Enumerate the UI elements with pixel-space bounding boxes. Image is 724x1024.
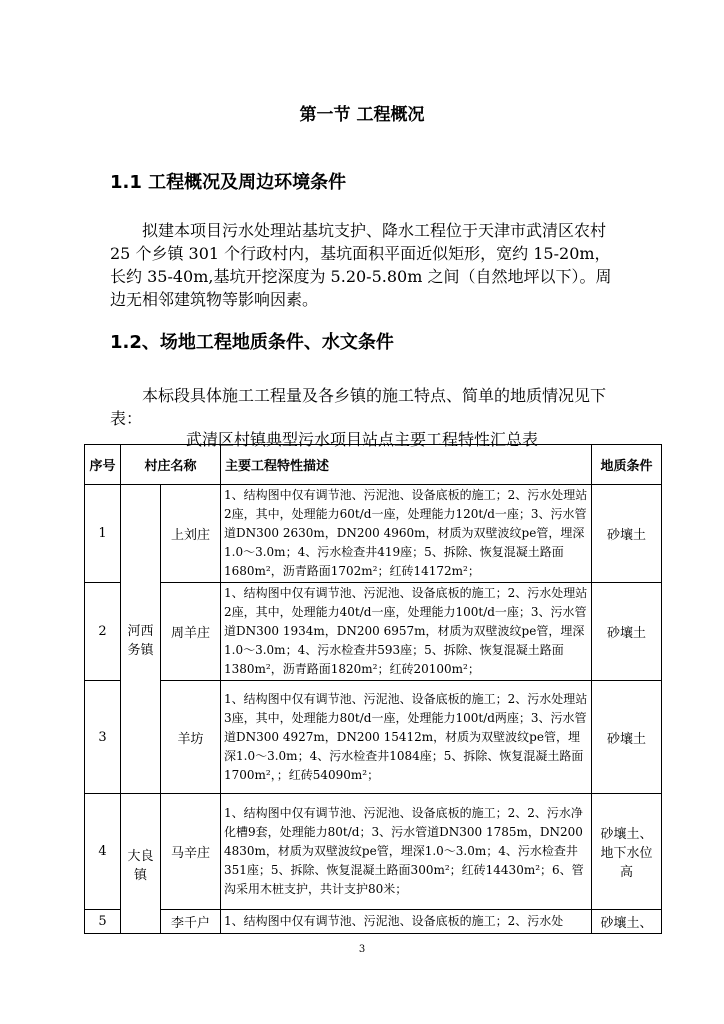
table-header-row <box>85 445 662 485</box>
paragraph-intro: 本标段具体施工工程量及各乡镇的施工特点、简单的地质情况见下表： <box>110 386 607 428</box>
desc-cell: 1、结构图中仅有调节池、污泥池、设备底板的施工；2、污水处理站3座，其中，处理能力80t/d一座，处理能力100t/d两座；3、污水管道DN300 4927m，DN200 15412m，材质为双壁波纹pe管，埋深1.0～3.0m；4、污水检查井1084座；5、拆除、恢复混凝土路面1700m²，；红砖54090m²； <box>221 681 592 794</box>
engineering-table <box>84 444 662 934</box>
header-geology: 地质条件 <box>592 445 662 485</box>
geology-cell: 砂壤土 <box>592 485 662 583</box>
row-no: 3 <box>85 681 121 794</box>
desc-cell: 1、结构图中仅有调节池、污泥池、设备底板的施工；2、污水处理站2座，其中，处理能力40t/d一座，处理能力100t/d一座；3、污水管道DN300 1934m，DN200 6957m，材质为双壁波纹pe管，埋深1.0～3.0m；4、污水检查井593座；5、拆除、恢复混凝土路面1380m²，沥青路面1820m²；红砖20100m²； <box>221 583 592 681</box>
table-row <box>85 910 662 934</box>
town-cell: 河西务镇 <box>121 485 161 794</box>
geology-cell: 砂壤土 <box>592 681 662 794</box>
header-no: 序号 <box>85 445 121 485</box>
village-cell: 马辛庄 <box>161 794 221 910</box>
row-no: 1 <box>85 485 121 583</box>
desc-cell: 1、结构图中仅有调节池、污泥池、设备底板的施工；2、污水处理站2座，其中，处理能力60t/d一座，处理能力120t/d一座；3、污水管道DN300 2630m，DN200 4960m，材质为双壁波纹pe管，埋深1.0～3.0m；4、污水检查井419座；5、拆除、恢复混凝土路面1680m²，沥青路面1702m²；红砖14172m²； <box>221 485 592 583</box>
heading-1-2: 1.2、场地工程地质条件、水文条件 <box>110 332 394 353</box>
table-row <box>85 681 662 794</box>
town-cell: 大良镇 <box>121 794 161 934</box>
village-cell: 周羊庄 <box>161 583 221 681</box>
table-caption: 武清区村镇典型污水项目站点主要工程特性汇总表 <box>185 430 538 449</box>
header-village: 村庄名称 <box>121 445 221 485</box>
table-row <box>85 485 662 583</box>
village-cell: 李千户 <box>161 910 221 934</box>
heading-1-1: 1.1 工程概况及周边环境条件 <box>110 172 347 193</box>
table-row <box>85 583 662 681</box>
row-no: 4 <box>85 794 121 910</box>
row-no: 5 <box>85 910 121 934</box>
desc-cell: 1、结构图中仅有调节池、污泥池、设备底板的施工；2、2、污水净化槽9套，处理能力80t/d；3、污水管道DN300 1785m，DN200 4830m，材质为双壁波纹pe管，埋深1.0～3.0m；4、污水检查井351座；5、拆除、恢复混凝土路面300m²；红砖14430m²；6、管沟采用木桩支护，共计支护80米； <box>221 794 592 910</box>
geology-cell: 砂壤土、 <box>592 910 662 934</box>
village-cell: 羊坊 <box>161 681 221 794</box>
page-number: 3 <box>358 944 366 955</box>
paragraph-overview: 拟建本项目污水处理站基坑支护、降水工程位于天津市武清区农村 25 个乡镇 301 个行政村内，基坑面积平面近似矩形，宽约 15-20m，长约 35-40m,基坑开挖深度为 5.20-5.80m 之间（自然地坪以下）。周边无相邻建筑物等影响因素。 <box>110 221 612 309</box>
table-row <box>85 794 662 910</box>
village-cell: 上刘庄 <box>161 485 221 583</box>
geology-cell: 砂壤土 <box>592 583 662 681</box>
geology-cell: 砂壤土、地下水位高 <box>592 794 662 910</box>
section-title: 第一节 工程概况 <box>299 105 425 125</box>
header-desc: 主要工程特性描述 <box>221 445 592 485</box>
row-no: 2 <box>85 583 121 681</box>
desc-cell: 1、结构图中仅有调节池、污泥池、设备底板的施工；2、污水处 <box>221 910 592 934</box>
